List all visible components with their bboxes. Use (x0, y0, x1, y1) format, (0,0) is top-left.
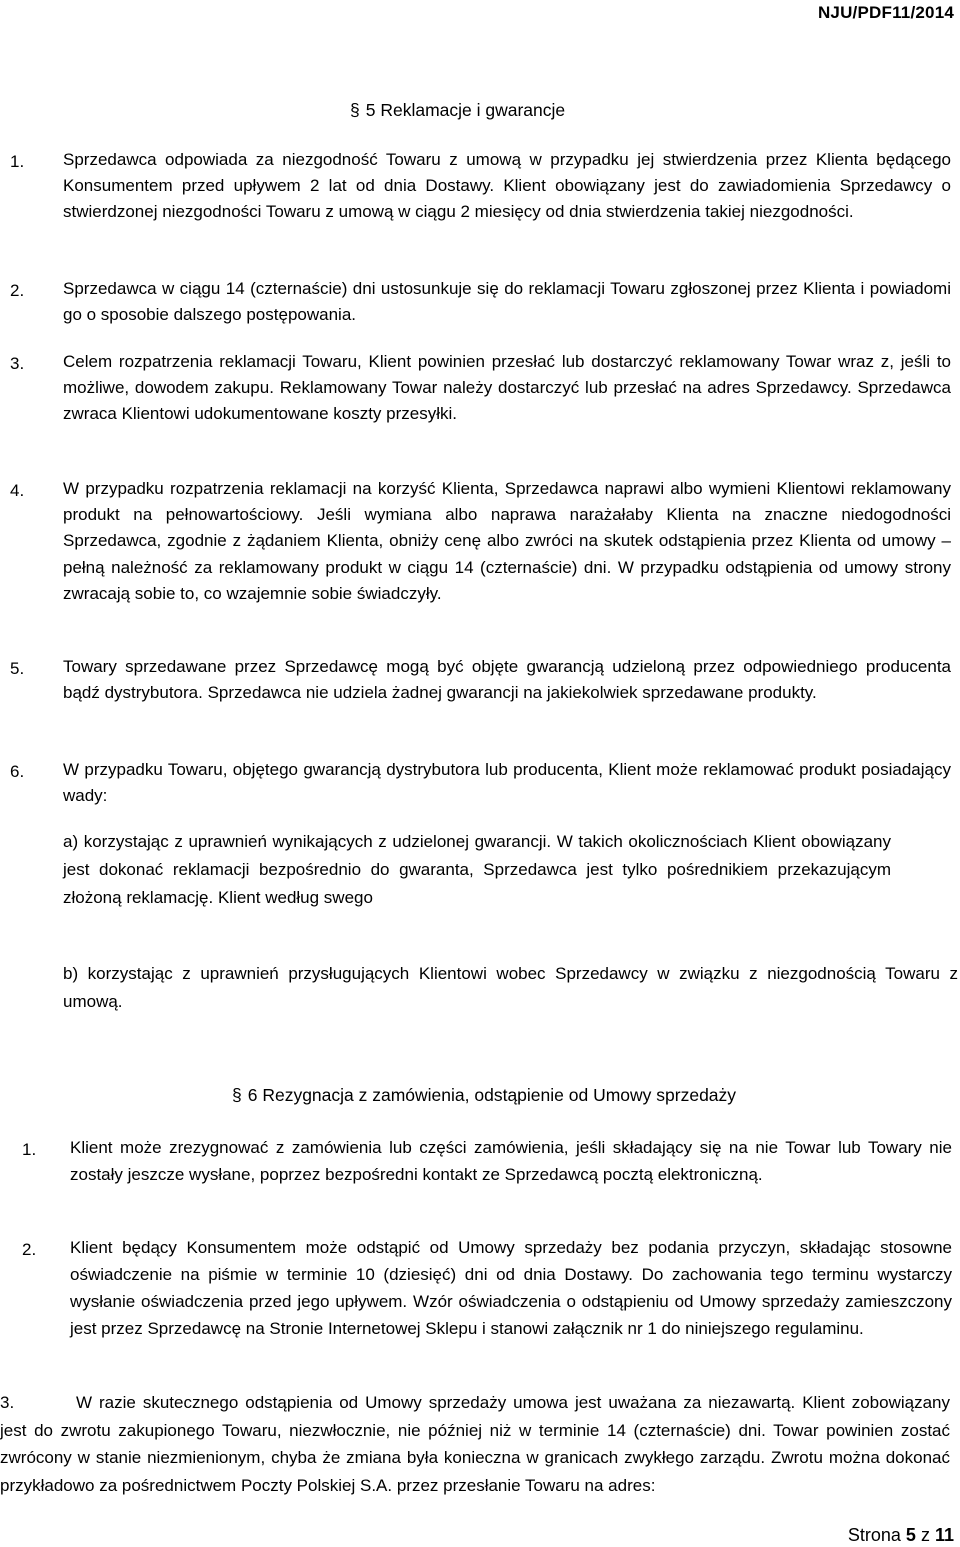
item-number: 6. (10, 762, 25, 781)
item-text: Klient może zrezygnować z zamówienia lub części zamówienia, jeśli składający się na nie Towar lub Towary nie zostały jeszcze wysłane, poprzez bezpośredni kontakt ze Sprzedawcą pocztą elektroniczną. (70, 1138, 952, 1184)
page-label: Strona (847, 1525, 901, 1545)
item-number: 1. (10, 152, 25, 171)
item-text: Celem rozpatrzenia reklamacji Towaru, Klient powinien przesłać lub dostarczyć reklamowany Towar wraz z, jeśli to możliwe, dowodem zakupu. Reklamowany Towar należy dostarczyć lub przesłać na adres Sprzedawcy. Sprzedawca zwraca Klientowi udokumentowane koszty przesyłki. (63, 352, 951, 424)
section-5-title: 5 Reklamacje i gwarancje (365, 100, 566, 120)
item-text: Towary sprzedawane przez Sprzedawcę mogą być objęte gwarancją udzieloną przez odpowiedniego producenta bądź dystrybutora. Sprzedawca nie udziela żadnej gwarancji na jakiekolwiek sprzedawane produkty. (63, 657, 951, 703)
item-text: W przypadku rozpatrzenia reklamacji na korzyść Klienta, Sprzedawca naprawi albo wymieni Klientowi reklamowany produkt na pełnowartościowy. Jeśli wymiana albo naprawa narażałaby Klienta na znaczne niedogodności Sprzedawca, zgodnie z żądaniem Klienta, obniży cenę albo zwróci na skutek odstąpienia przez Klienta od umowy – pełną należność za reklamowany produkt w ciągu 14 (czternaście) dni. W przypadku odstąpienia od umowy strony zwracają sobie to, co wzajemnie sobie świadczyły. (63, 479, 951, 603)
item-text: Sprzedawca w ciągu 14 (czternaście) dni ustosunkuje się do reklamacji Towaru zgłoszonej przez Klienta i powiadomi go o sposobie dalszego postępowania. (63, 279, 951, 325)
item-number: 2. (10, 281, 25, 300)
section-sign: § (350, 100, 360, 120)
item-number: 1. (22, 1140, 37, 1159)
item-number: 3. (10, 354, 25, 373)
item-number: 4. (10, 481, 25, 500)
total-pages: 11 (934, 1525, 954, 1545)
page-footer (848, 1525, 954, 1546)
item-number: 5. (10, 659, 25, 678)
item-number: 3. (0, 1393, 15, 1412)
current-page: 5 (905, 1525, 916, 1545)
item-3-paragraph (0, 1389, 950, 1499)
sub-item-b: b) korzystając z uprawnień przysługujących Klientowi wobec Sprzedawcy w związku z niezgodnością Towaru z umową. (63, 964, 958, 1011)
sub-item-a: a) korzystając z uprawnień wynikających z udzielonej gwarancji. W takich okolicznościach Klient obowiązany jest dokonać reklamacji bezpośrednio do gwaranta, Sprzedawca jest tylko pośrednikiem przekazującym złożoną reklamację. Klient według swego (63, 832, 891, 907)
item-text: Klient będący Konsumentem może odstąpić od Umowy sprzedaży bez podania przyczyn, składając stosowne oświadczenie na piśmie w terminie 10 (dziesięć) dni od dnia Dostawy. Do zachowania tego terminu wystarczy wysłanie oświadczenia przed jego upływem. Wzór oświadczenia o odstąpieniu od Umowy sprzedaży zamieszczony jest przez Sprzedawcę na Stronie Internetowej Sklepu i stanowi załącznik nr 1 do niniejszego regulaminu. (70, 1238, 952, 1338)
section-6-heading (232, 1085, 736, 1106)
item-text: Sprzedawca odpowiada za niezgodność Towaru z umową w przypadku jej stwierdzenia przez Klienta będącego Konsumentem przed upływem 2 lat od dnia Dostawy. Klient obowiązany jest do zawiadomienia Sprzedawcy o stwierdzonej niezgodności Towaru z umową w ciągu 2 miesięcy od dnia stwierdzenia takiej niezgodności. (63, 150, 951, 222)
item-text: W przypadku Towaru, objętego gwarancją dystrybutora lub producenta, Klient może reklamować produkt posiadający wady: (63, 760, 951, 806)
item-number: 2. (22, 1240, 37, 1259)
section-sign: § (232, 1085, 242, 1105)
item-text: W razie skutecznego odstąpienia od Umowy sprzedaży umowa jest uważana za niezawartą. Klient zobowiązany jest do zwrotu zakupionego Towaru, niezwłocznie, nie później niż w terminie 14 (czternaście) dni. Towar powinien zostać zwrócony w stanie niezmienionym, chyba że zmiana była konieczna w granicach zwykłego zarządu. Zwrotu można dokonać przykładowo za pośrednictwem Poczty Polskiej S.A. przez przesłanie Towaru na adres: (0, 1393, 950, 1495)
page-of: z (920, 1525, 930, 1545)
document-id: NJU/PDF11/2014 (817, 3, 954, 22)
section-5-heading (350, 100, 565, 121)
section-6-title: 6 Rezygnacja z zamówienia, odstąpienie od Umowy sprzedaży (247, 1085, 737, 1105)
